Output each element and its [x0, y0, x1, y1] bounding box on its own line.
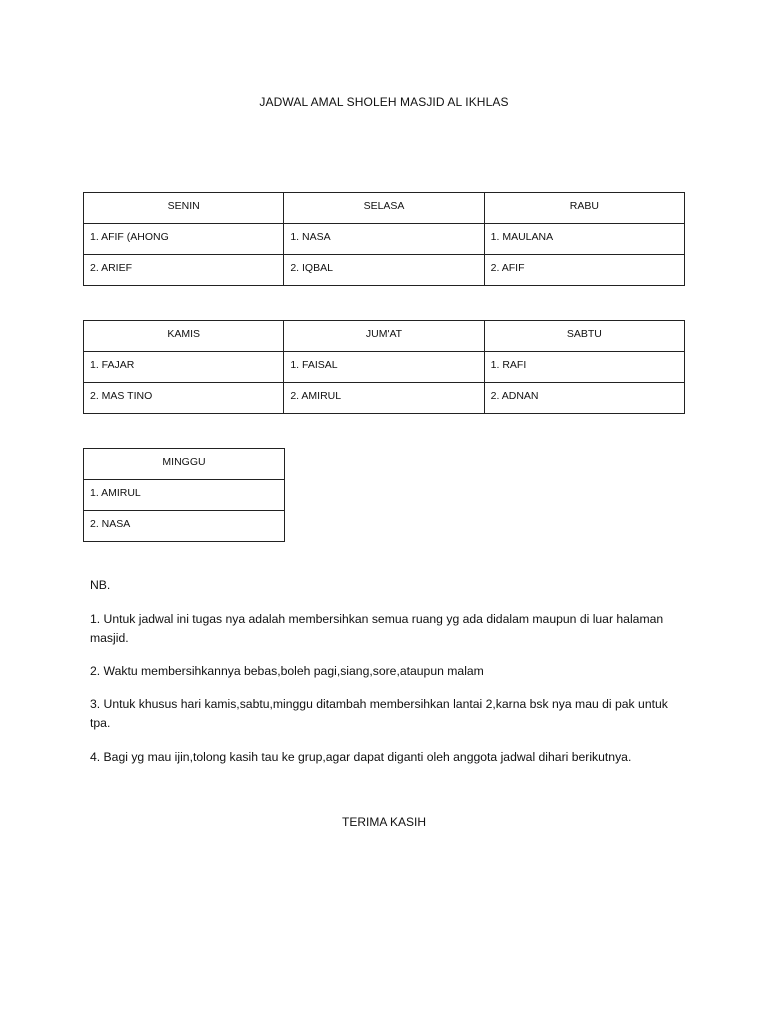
table-row	[84, 480, 285, 511]
table-cell: 1. AMIRUL	[84, 480, 285, 511]
notes-heading: NB.	[90, 578, 111, 592]
header-cell-sabtu: SABTU	[484, 321, 684, 352]
closing-text: TERIMA KASIH	[341, 815, 427, 829]
note-item-2: 2. Waktu membersihkannya bebas,boleh pagi,siang,sore,ataupun malam	[90, 664, 484, 678]
table-header-row	[84, 449, 285, 480]
table-cell: 2. NASA	[84, 511, 285, 542]
table-cell: 1. FAISAL	[284, 352, 484, 383]
table-cell: 1. AFIF (AHONG	[84, 224, 284, 255]
table-row	[84, 352, 685, 383]
table-row	[84, 383, 685, 414]
table-cell: 2. ADNAN	[484, 383, 684, 414]
table-cell: 2. AFIF	[484, 255, 684, 286]
schedule-table-minggu	[83, 448, 285, 542]
table-cell: 2. MAS TINO	[84, 383, 284, 414]
table-cell: 1. FAJAR	[84, 352, 284, 383]
header-cell-minggu: MINGGU	[84, 449, 285, 480]
schedule-table-kamis-sabtu	[83, 320, 685, 414]
table-cell: 1. RAFI	[484, 352, 684, 383]
table-row	[84, 255, 685, 286]
table-cell: 1. NASA	[284, 224, 484, 255]
note-item-3: 3. Untuk khusus hari kamis,sabtu,minggu ditambah membersihkan lantai 2,karna bsk nya mau di pak untuk tpa.	[90, 697, 668, 730]
header-cell-rabu: RABU	[484, 193, 684, 224]
table-cell: 2. IQBAL	[284, 255, 484, 286]
page-title: JADWAL AMAL SHOLEH MASJID AL IKHLAS	[259, 95, 509, 109]
table-row	[84, 511, 285, 542]
header-cell-jumat: JUM'AT	[284, 321, 484, 352]
note-item-1: 1. Untuk jadwal ini tugas nya adalah membersihkan semua ruang yg ada didalam maupun di luar halaman masjid.	[90, 612, 664, 645]
schedule-table-senin-rabu	[83, 192, 685, 286]
table-header-row	[84, 193, 685, 224]
table-header-row	[84, 321, 685, 352]
table-cell: 1. MAULANA	[484, 224, 684, 255]
header-cell-kamis: KAMIS	[84, 321, 284, 352]
header-cell-selasa: SELASA	[284, 193, 484, 224]
table-cell: 2. AMIRUL	[284, 383, 484, 414]
table-row	[84, 224, 685, 255]
note-item-4: 4. Bagi yg mau ijin,tolong kasih tau ke grup,agar dapat diganti oleh anggota jadwal dihari berikutnya.	[90, 750, 632, 764]
header-cell-senin: SENIN	[84, 193, 284, 224]
table-cell: 2. ARIEF	[84, 255, 284, 286]
